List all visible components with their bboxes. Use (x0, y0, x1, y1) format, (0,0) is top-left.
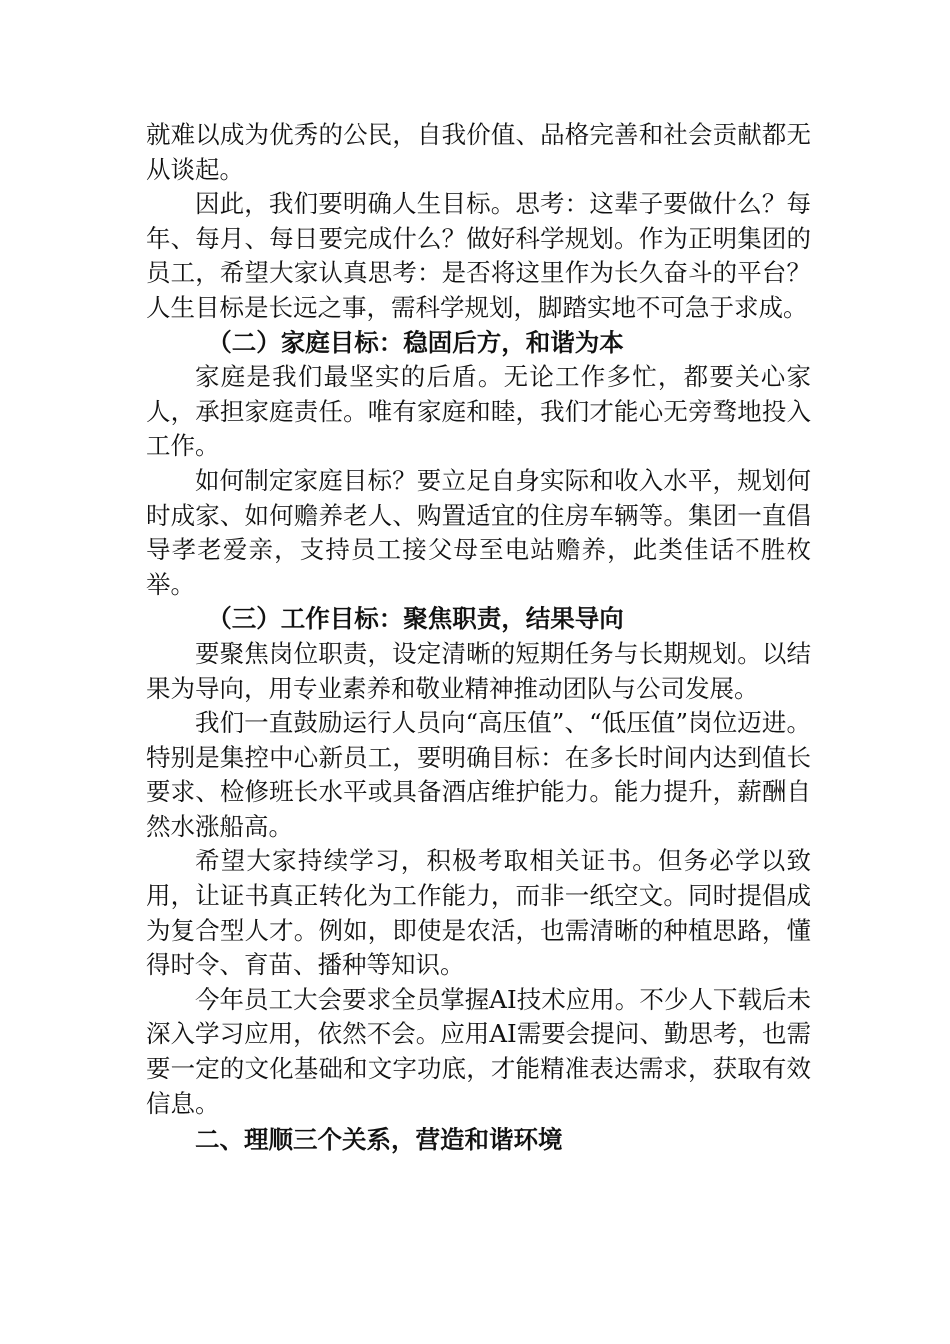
paragraph-career-path: 我们一直鼓励运行人员向“高压值”、“低压值”岗位迈进。特别是集控中心新员工，要明确目标：在多长时间内达到值长要求、检修班长水平或具备酒店维护能力。能力提升，薪酬自然水涨船高。 (146, 708, 811, 841)
paragraph-ai: 今年员工大会要求全员掌握AI技术应用。不少人下载后未深入学习应用，依然不会。应用AI需要会提问、勤思考，也需要一定的文化基础和文字功底，才能精准表达需求，获取有效信息。 (146, 984, 811, 1118)
paragraph-family-plan: 如何制定家庭目标？要立足自身实际和收入水平，规划何时成家、如何赡养老人、购置适宜的住房车辆等。集团一直倡导孝老爱亲，支持员工接父母至电站赡养，此类佳话不胜枚举。 (146, 465, 811, 599)
paragraph-continued: 就难以成为优秀的公民，自我价值、品格完善和社会贡献都无从谈起。 (146, 120, 811, 184)
subheading-work-goal: （三）工作目标：聚焦职责，结果导向 (207, 604, 624, 634)
document-page (146, 118, 811, 1158)
paragraph-family-support: 家庭是我们最坚实的后盾。无论工作多忙，都要关心家人，承担家庭责任。唯有家庭和睦，我们才能心无旁骛地投入工作。 (146, 362, 811, 461)
section-heading-two: 二、理顺三个关系，营造和谐环境 (195, 1125, 563, 1155)
paragraph-life-goal: 因此，我们要明确人生目标。思考：这辈子要做什么？每年、每月、每日要完成什么？做好科学规划。作为正明集团的员工，希望大家认真思考：是否将这里作为长久奋斗的平台？人生目标是长远之事，需科学规划，脚踏实地不可急于求成。 (146, 189, 811, 322)
paragraph-learning: 希望大家持续学习，积极考取相关证书。但务必学以致用，让证书真正转化为工作能力，而非一纸空文。同时提倡成为复合型人才。例如，即使是农活，也需清晰的种植思路，懂得时令、育苗、播种等知识。 (146, 846, 811, 980)
subheading-family-goal: （二）家庭目标：稳固后方，和谐为本 (207, 327, 624, 357)
paragraph-work-focus: 要聚焦岗位职责，设定清晰的短期任务与长期规划。以结果为导向，用专业素养和敬业精神推动团队与公司发展。 (146, 638, 811, 703)
